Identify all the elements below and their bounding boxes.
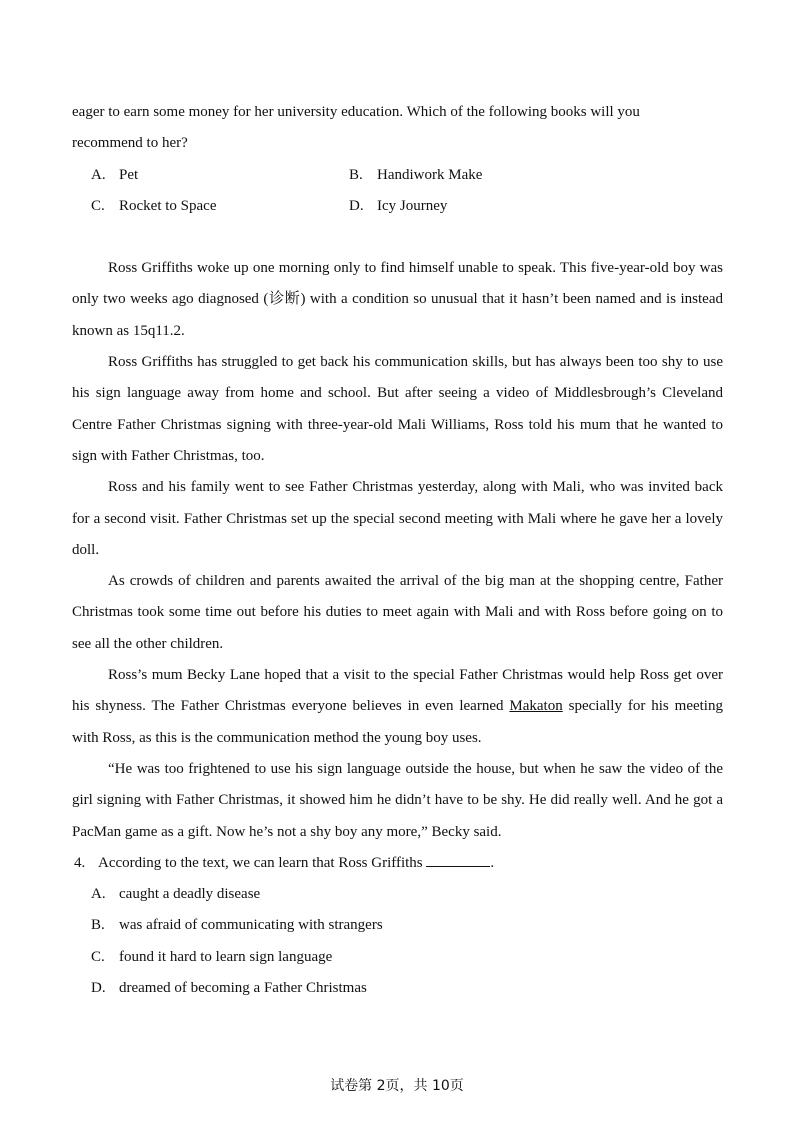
option-letter: A. bbox=[91, 886, 106, 903]
question-4-stem bbox=[72, 848, 723, 879]
p5-text-before: Ross’s mum Becky Lane hoped that a visit to the special Father Christmas would help Ross get over his shyness. The Father Christmas everyone believes in even learned bbox=[72, 667, 723, 715]
q4-option-d[interactable] bbox=[91, 973, 723, 1004]
prev-option-a[interactable] bbox=[91, 160, 349, 191]
question-number: 4. bbox=[74, 854, 86, 871]
option-text: was afraid of communicating with strangers bbox=[119, 917, 383, 934]
answer-blank[interactable] bbox=[426, 852, 490, 867]
underlined-word-makaton: Makaton bbox=[509, 698, 563, 715]
option-text: found it hard to learn sign language bbox=[119, 948, 333, 965]
prev-option-c[interactable] bbox=[91, 191, 349, 222]
passage-paragraph-6: “He was too frightened to use his sign language outside the house, but when he saw the video of the girl signing with Father Christmas, it showed him he didn’t have to be shy. He did really well. And he got a PacMan game as a gift. Now he’s not a shy boy any more,” Becky said. bbox=[72, 760, 723, 840]
prev-option-d[interactable] bbox=[349, 191, 649, 222]
option-text: Rocket to Space bbox=[119, 197, 217, 214]
passage-paragraph-4: As crowds of children and parents awaited the arrival of the big man at the shopping centre, Father Christmas took some time out before his duties to meet again with Mali and with Ross before going on to see all the other children. bbox=[72, 573, 723, 652]
q4-option-c[interactable] bbox=[91, 942, 723, 973]
question-stem-end: . bbox=[490, 854, 495, 871]
page-footer: 试卷第 2页，共 10页 bbox=[330, 1078, 464, 1094]
passage-paragraph-1: Ross Griffiths woke up one morning only to find himself unable to speak. This five-year-old boy was only two weeks ago diagnosed (诊断) with a condition so unusual that it hasn’t been named and is instead known as 15q11.2. bbox=[72, 260, 723, 339]
option-letter: B. bbox=[349, 166, 363, 183]
option-letter: D. bbox=[91, 980, 106, 997]
question-4-options bbox=[72, 879, 723, 1004]
option-letter: C. bbox=[91, 948, 105, 965]
option-text: Handiwork Make bbox=[377, 166, 483, 183]
option-letter: B. bbox=[91, 917, 105, 934]
question-text: According to the text, we can learn that Ross Griffiths bbox=[98, 854, 423, 871]
option-letter: C. bbox=[91, 197, 105, 214]
option-letter: A. bbox=[91, 166, 106, 183]
option-text: Pet bbox=[119, 166, 139, 183]
prev-question-stem-line1: eager to earn some money for her university education. Which of the following books will you bbox=[72, 104, 640, 120]
reading-passage bbox=[72, 253, 723, 848]
section-spacer bbox=[72, 222, 723, 253]
option-text: Icy Journey bbox=[377, 197, 448, 214]
prev-option-b[interactable] bbox=[349, 160, 649, 191]
prev-question-stem-line2: recommend to her? bbox=[72, 135, 188, 152]
q4-option-a[interactable] bbox=[91, 879, 723, 910]
passage-paragraph-5 bbox=[72, 660, 723, 754]
option-text: caught a deadly disease bbox=[119, 886, 261, 903]
option-text: dreamed of becoming a Father Christmas bbox=[119, 980, 367, 997]
passage-paragraph-2: Ross Griffiths has struggled to get back his communication skills, but has always been too shy to use his sign language away from home and school. But after seeing a video of Middlesbrough’s Cleveland Centre Father Christmas signing with three-year-old Mali Williams, Ross told his mum that he wanted to sign with Father Christmas, too. bbox=[72, 354, 723, 464]
passage-paragraph-3: Ross and his family went to see Father Christmas yesterday, along with Mali, who was invited back for a second visit. Father Christmas set up the special second meeting with Mali where he gave her a lovely doll. bbox=[72, 479, 723, 558]
option-letter: D. bbox=[349, 197, 364, 214]
exam-page-content bbox=[72, 97, 723, 1004]
prev-question-options bbox=[72, 160, 723, 223]
q4-option-b[interactable] bbox=[91, 910, 723, 941]
p5-text-after: specially for his meeting with Ross, as this is the communication method the young boy uses. bbox=[72, 698, 723, 746]
